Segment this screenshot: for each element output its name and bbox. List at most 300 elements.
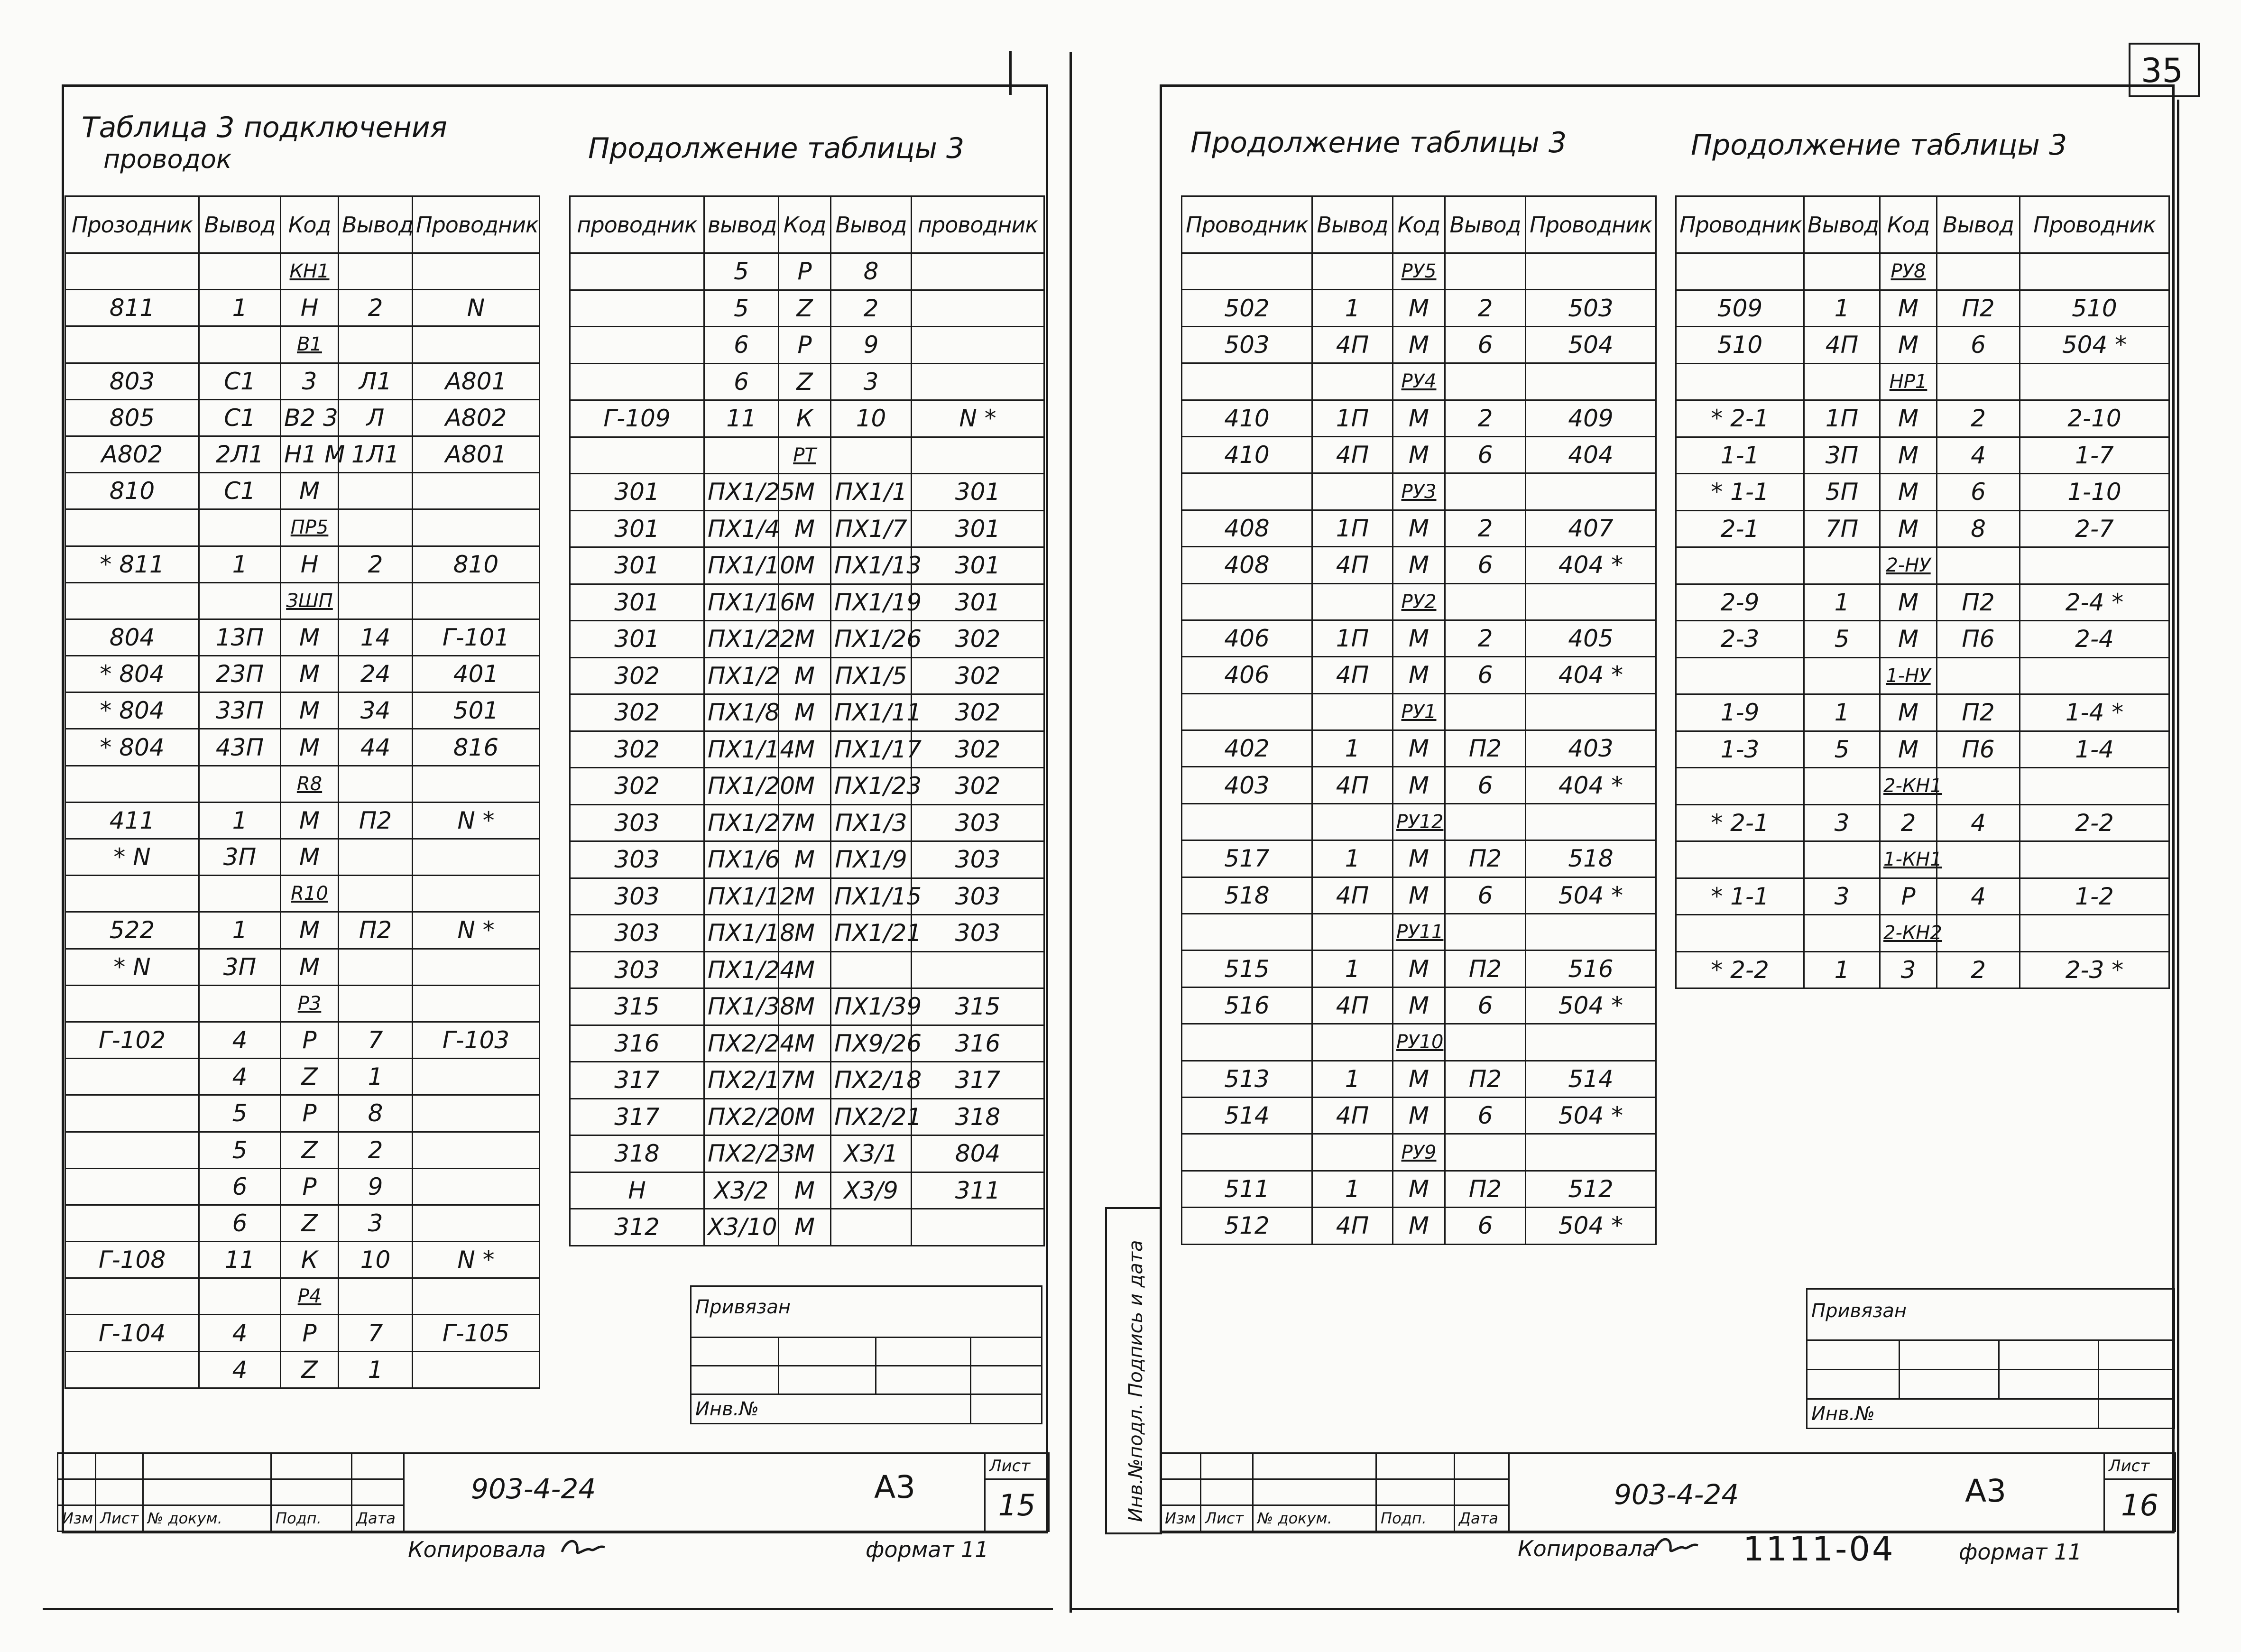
table-cell	[1445, 363, 1526, 400]
column-header: Вывод	[1312, 196, 1393, 253]
table-cell: М	[1880, 327, 1937, 364]
table-row	[570, 878, 1044, 915]
right-copy-signature	[1651, 1531, 1703, 1560]
table-row	[65, 692, 540, 729]
table-cell	[1676, 547, 1804, 584]
table-row	[1676, 584, 2169, 621]
table-cell: 10	[831, 400, 912, 437]
table-cell	[1676, 841, 1804, 878]
table-cell	[339, 473, 413, 509]
table-cell: ПХ1/23	[831, 768, 912, 805]
table-cell	[65, 1168, 199, 1205]
table-row	[65, 399, 540, 436]
table-cell	[1182, 253, 1312, 290]
table-row	[1182, 400, 1656, 436]
table-cell: 2	[1445, 510, 1526, 546]
table-cell: 2-4	[2020, 621, 2169, 658]
table-cell	[65, 766, 199, 802]
table-cell	[65, 1351, 199, 1388]
table-cell: Р	[779, 253, 831, 290]
table-cell	[1445, 803, 1526, 840]
table-cell: * 1-1	[1676, 878, 1804, 915]
table-row	[570, 1098, 1044, 1135]
table-cell: М	[779, 915, 831, 952]
table-cell	[413, 766, 540, 802]
table-cell: 1	[1804, 694, 1880, 731]
table-cell: С1	[199, 473, 281, 509]
table-cell: 8	[339, 1095, 413, 1132]
table-cell: 404 *	[1526, 767, 1656, 803]
table-cell: 403	[1526, 730, 1656, 767]
table-cell: 803	[65, 363, 199, 399]
table-cell: М	[281, 473, 339, 509]
table-cell: 1	[199, 802, 281, 839]
table-cell: ПХ2/21	[831, 1098, 912, 1135]
table-cell	[570, 363, 704, 400]
table-row	[1676, 253, 2169, 290]
table-cell: 404	[1526, 436, 1656, 473]
table-cell: 514	[1182, 1097, 1312, 1134]
table-cell: К	[281, 1242, 339, 1278]
table-cell	[912, 290, 1044, 327]
table-cell: 1	[1312, 1171, 1393, 1207]
table-cell: 302	[570, 768, 704, 805]
table-cell	[1526, 473, 1656, 510]
table-cell: 2-3 *	[2020, 951, 2169, 988]
column-header: Вывод	[1937, 196, 2020, 253]
table-cell: 4	[199, 1059, 281, 1095]
stamp-column-label: Дата	[1455, 1505, 1509, 1532]
table-cell: 510	[2020, 290, 2169, 327]
connection-table-4	[1675, 195, 2170, 989]
table-cell: М	[779, 1062, 831, 1099]
table-cell: Г-105	[413, 1315, 540, 1351]
table-row	[1182, 1024, 1656, 1061]
table-row	[1676, 327, 2169, 364]
table-cell: 501	[413, 692, 540, 729]
table-row	[65, 766, 540, 802]
table-cell: * 2-1	[1676, 400, 1804, 437]
table-cell: 3	[1880, 951, 1937, 988]
table-cell: 402	[1182, 730, 1312, 767]
table-cell	[1526, 693, 1656, 730]
table-cell: ПХ1/4	[704, 510, 779, 547]
table-cell: М	[281, 802, 339, 839]
table-cell: 2-2	[2020, 804, 2169, 841]
table-cell: М	[1393, 400, 1445, 436]
table-row	[1182, 436, 1656, 473]
table-cell: М	[779, 1025, 831, 1062]
device-code-cell: НР1	[1880, 363, 1937, 400]
table-cell: Z	[281, 1351, 339, 1388]
table-cell: Z	[281, 1205, 339, 1241]
table-row	[570, 1135, 1044, 1172]
table-row	[1676, 363, 2169, 400]
table-cell	[570, 327, 704, 364]
table-cell: Г-108	[65, 1242, 199, 1278]
table-cell: 6	[199, 1205, 281, 1241]
table-row	[570, 1172, 1044, 1209]
table-cell: 1	[339, 1059, 413, 1095]
table-cell	[1676, 253, 1804, 290]
table-cell: Р	[281, 1315, 339, 1351]
table-cell: Р	[1880, 878, 1937, 915]
table-row	[1676, 731, 2169, 768]
table-row	[1676, 290, 2169, 327]
table-cell: 1	[199, 912, 281, 949]
table-cell: 6	[1445, 767, 1526, 803]
table-cell	[1937, 363, 2020, 400]
table-row	[570, 363, 1044, 400]
table-cell: 302	[570, 694, 704, 731]
column-header: проводник	[570, 196, 704, 253]
table-cell: М	[1393, 987, 1445, 1024]
table-row	[65, 1132, 540, 1168]
table-row	[65, 656, 540, 692]
table-cell	[199, 253, 281, 290]
table-cell: 518	[1526, 840, 1656, 877]
table-row	[570, 694, 1044, 731]
table-cell: 2	[339, 290, 413, 326]
table-cell: М	[779, 1209, 831, 1246]
table-cell: 9	[339, 1168, 413, 1205]
table-cell	[65, 1278, 199, 1315]
stamp-column-label: Изм	[1161, 1505, 1201, 1532]
table-cell: М	[779, 988, 831, 1025]
table-row	[65, 1242, 540, 1278]
table-row	[65, 1278, 540, 1315]
table-cell: 24	[339, 656, 413, 692]
table-cell: М	[779, 1098, 831, 1135]
table-cell	[65, 509, 199, 546]
table-cell: 2-1	[1676, 510, 1804, 547]
table-row	[1182, 547, 1656, 583]
table-cell: 34	[339, 692, 413, 729]
table-row	[65, 1351, 540, 1388]
table-cell: ПХ1/15	[831, 878, 912, 915]
table-cell	[1182, 583, 1312, 620]
table-cell: 4П	[1312, 877, 1393, 914]
table-row	[1182, 1061, 1656, 1097]
table-cell: А802	[65, 436, 199, 472]
table-cell	[1526, 363, 1656, 400]
table-cell: 401	[413, 656, 540, 692]
table-cell	[1526, 803, 1656, 840]
table-row	[570, 437, 1044, 474]
table-cell: ПХ1/5	[831, 657, 912, 694]
table-cell: 303	[570, 915, 704, 952]
table-cell: 503	[1182, 326, 1312, 363]
table-cell: М	[281, 656, 339, 692]
table-cell: 4П	[1804, 327, 1880, 364]
right-format-code: А3	[1965, 1473, 2007, 1509]
table-cell: 303	[912, 915, 1044, 952]
table-cell	[413, 509, 540, 546]
table-row	[1676, 621, 2169, 658]
table-row	[65, 509, 540, 546]
table-cell: ПХ1/27	[704, 804, 779, 841]
table-cell: ПХ1/22	[704, 621, 779, 658]
table-cell: М	[779, 731, 831, 768]
table-cell	[1937, 915, 2020, 952]
table-cell: 2-4 *	[2020, 584, 2169, 621]
left-continuation-title: Продолжение таблицы 3	[588, 132, 965, 165]
right-binding-block	[1806, 1288, 2175, 1429]
column-header: Код	[779, 196, 831, 253]
table-cell: 403	[1182, 767, 1312, 803]
table-cell: Z	[281, 1132, 339, 1168]
table-cell: N *	[413, 912, 540, 949]
table-cell	[199, 509, 281, 546]
device-code-cell: РУ2	[1393, 583, 1445, 620]
table-row	[1676, 474, 2169, 511]
table-cell: ПХ1/16	[704, 584, 779, 621]
table-cell: М	[1393, 510, 1445, 546]
table-cell: 301	[912, 474, 1044, 511]
table-row	[65, 839, 540, 876]
table-cell	[65, 326, 199, 363]
device-code-cell: КН1	[281, 253, 339, 290]
table-cell: 3П	[1804, 437, 1880, 474]
table-cell: N *	[413, 802, 540, 839]
table-row	[1182, 290, 1656, 326]
table-cell	[1804, 253, 1880, 290]
table-cell: П2	[1445, 840, 1526, 877]
table-cell	[912, 1209, 1044, 1246]
table-cell: 6	[1937, 474, 2020, 511]
table-cell: ПХ1/18	[704, 915, 779, 952]
table-cell: 6	[1445, 1097, 1526, 1134]
table-cell	[339, 582, 413, 619]
table-cell: 4П	[1312, 1097, 1393, 1134]
table-cell: 2-7	[2020, 510, 2169, 547]
table-cell: 515	[1182, 951, 1312, 987]
table-cell: А801	[413, 363, 540, 399]
table-cell: 1Л1	[339, 436, 413, 472]
table-row	[65, 546, 540, 582]
table-cell: С1	[199, 399, 281, 436]
table-cell: М	[281, 619, 339, 655]
table-row	[65, 473, 540, 509]
table-cell: 4	[1937, 804, 2020, 841]
table-cell: * N	[65, 839, 199, 876]
table-cell	[2020, 657, 2169, 694]
device-code-cell: 1-КН1	[1880, 841, 1937, 878]
device-code-cell: РТ	[779, 437, 831, 474]
table-cell: 405	[1526, 620, 1656, 656]
table-cell: 9	[831, 327, 912, 364]
table-cell	[339, 839, 413, 876]
table-cell: 7П	[1804, 510, 1880, 547]
table-cell: 6	[1445, 547, 1526, 583]
table-cell: * 2-1	[1676, 804, 1804, 841]
table-cell	[1312, 1134, 1393, 1171]
table-cell: 2	[1445, 400, 1526, 436]
table-cell: 301	[912, 584, 1044, 621]
table-cell: 4П	[1312, 326, 1393, 363]
table-cell: 1-10	[2020, 474, 2169, 511]
table-cell: 4П	[1312, 657, 1393, 693]
table-cell	[199, 582, 281, 619]
table-cell: 301	[912, 547, 1044, 584]
table-cell: М	[1393, 436, 1445, 473]
table-cell	[1312, 693, 1393, 730]
table-cell: 5	[704, 253, 779, 290]
table-cell: ПХ1/26	[831, 621, 912, 658]
table-cell: ПХ2/24	[704, 1025, 779, 1062]
table-cell: 315	[570, 988, 704, 1025]
table-cell: * N	[65, 949, 199, 985]
table-cell	[199, 326, 281, 363]
table-row	[65, 582, 540, 619]
table-cell: 1П	[1312, 620, 1393, 656]
table-cell: 410	[1182, 436, 1312, 473]
table-cell: 2	[1937, 400, 2020, 437]
table-cell: Г-103	[413, 1022, 540, 1058]
table-cell: 4	[199, 1351, 281, 1388]
table-row	[1182, 657, 1656, 693]
table-row	[65, 1022, 540, 1058]
stamp-column-label: № докум.	[143, 1505, 271, 1532]
table-cell: М	[779, 1172, 831, 1209]
left-format-code: А3	[874, 1469, 916, 1505]
table-cell: 302	[570, 731, 704, 768]
table-row	[570, 510, 1044, 547]
connection-table-1	[65, 195, 540, 1389]
table-cell: 6	[1445, 657, 1526, 693]
table-cell: 303	[570, 951, 704, 988]
table-cell: 303	[912, 878, 1044, 915]
table-cell: ПХ2/20	[704, 1098, 779, 1135]
table-cell	[413, 1059, 540, 1095]
table-cell: ПХ9/26	[831, 1025, 912, 1062]
table-cell: 1П	[1804, 400, 1880, 437]
table-cell: * 804	[65, 692, 199, 729]
table-cell: 4П	[1312, 436, 1393, 473]
table-cell: 1	[1312, 951, 1393, 987]
table-row	[1182, 693, 1656, 730]
stamp-column-label: Изм	[58, 1505, 96, 1532]
stamp-column-label: Подп.	[1376, 1505, 1455, 1532]
table-cell: N	[413, 290, 540, 326]
table-cell	[413, 1132, 540, 1168]
table-cell: ПХ1/12	[704, 878, 779, 915]
table-cell: П2	[1445, 730, 1526, 767]
table-cell: 2	[339, 1132, 413, 1168]
table-cell: 44	[339, 729, 413, 766]
table-cell: ПХ1/17	[831, 731, 912, 768]
table-cell: 303	[912, 804, 1044, 841]
table-cell: 303	[912, 841, 1044, 878]
table-cell: 1	[1312, 730, 1393, 767]
table-cell: Н	[281, 290, 339, 326]
table-cell: М	[1393, 657, 1445, 693]
table-cell	[2020, 915, 2169, 952]
table-cell: 408	[1182, 547, 1312, 583]
table-row	[570, 1025, 1044, 1062]
column-header: Вывод	[339, 196, 413, 253]
table-cell	[2020, 547, 2169, 584]
table-row	[65, 253, 540, 290]
table-cell: 805	[65, 399, 199, 436]
table-cell: 504 *	[1526, 987, 1656, 1024]
table-cell	[912, 327, 1044, 364]
device-code-cell: R8	[281, 766, 339, 802]
table-cell: 302	[570, 657, 704, 694]
device-code-cell: РУ12	[1393, 803, 1445, 840]
table-cell: М	[1880, 290, 1937, 327]
table-row	[570, 841, 1044, 878]
table-cell: 2Л1	[199, 436, 281, 472]
table-cell: ПХ1/14	[704, 731, 779, 768]
table-row	[570, 290, 1044, 327]
table-cell: 302	[912, 621, 1044, 658]
stamp-column-label: № докум.	[1253, 1505, 1376, 1532]
table-cell: 301	[912, 510, 1044, 547]
table-cell: 3П	[199, 839, 281, 876]
table-cell: П2	[1937, 584, 2020, 621]
table-cell: 301	[570, 621, 704, 658]
right-doc-number: 903-4-24	[1614, 1478, 1739, 1511]
table-cell: 504 *	[1526, 877, 1656, 914]
table-cell: 2-10	[2020, 400, 2169, 437]
right-inv-label: Инв.№	[1807, 1399, 2099, 1429]
table-cell: 1-3	[1676, 731, 1804, 768]
left-sheet-label: Лист	[985, 1453, 1049, 1479]
table-cell: ПХ1/24	[704, 951, 779, 988]
table-cell: 3	[339, 1205, 413, 1241]
table-row	[570, 547, 1044, 584]
table-cell	[413, 839, 540, 876]
table-cell	[1445, 914, 1526, 951]
device-code-cell: РУ4	[1393, 363, 1445, 400]
table-row	[1676, 951, 2169, 988]
stamp-column-label: Лист	[96, 1505, 143, 1532]
left-copy-signature	[557, 1533, 609, 1561]
connection-table-3	[1181, 195, 1657, 1245]
column-header: Проводник	[1182, 196, 1312, 253]
table-cell	[65, 582, 199, 619]
table-cell: 3	[831, 363, 912, 400]
table-cell: 2-3	[1676, 621, 1804, 658]
table-cell: 1-2	[2020, 878, 2169, 915]
table-cell	[1937, 768, 2020, 805]
table-cell: Х3/10	[704, 1209, 779, 1246]
table-cell: Х3/1	[831, 1135, 912, 1172]
table-cell: П2	[339, 912, 413, 949]
table-cell	[339, 509, 413, 546]
table-row	[65, 290, 540, 326]
table-cell: Г-101	[413, 619, 540, 655]
table-cell: М	[1880, 584, 1937, 621]
table-row	[570, 400, 1044, 437]
table-cell	[1676, 768, 1804, 805]
table-cell: 317	[570, 1098, 704, 1135]
table-row	[1676, 694, 2169, 731]
table-cell: 1-9	[1676, 694, 1804, 731]
table-cell: М	[779, 804, 831, 841]
table-cell: М	[281, 949, 339, 985]
table-cell	[65, 1205, 199, 1241]
table-cell: ПХ1/25	[704, 474, 779, 511]
table-cell: 1	[199, 290, 281, 326]
table-cell: 513	[1182, 1061, 1312, 1097]
table-cell: М	[779, 878, 831, 915]
table-cell: М	[1393, 730, 1445, 767]
left-binding-mark	[1009, 51, 1012, 95]
table-cell: П2	[1445, 1061, 1526, 1097]
table-cell: 3П	[199, 949, 281, 985]
